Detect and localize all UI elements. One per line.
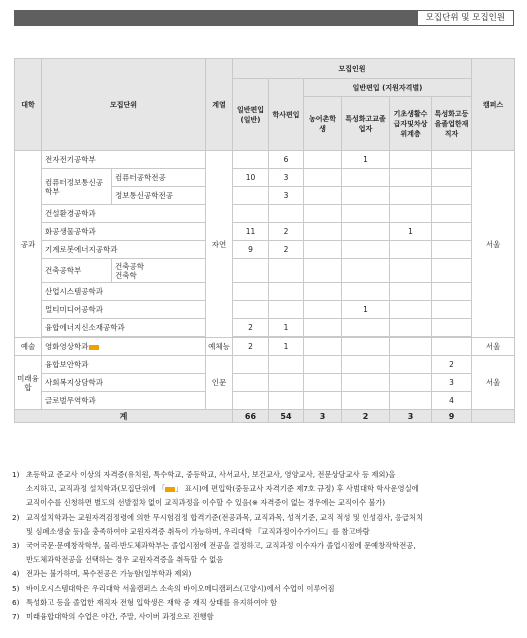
campus-eng: 서울 — [472, 151, 515, 338]
th-farm: 농어촌학생 — [304, 97, 342, 151]
unit-sec: 융합보안학과 — [42, 356, 206, 374]
unit-arch — [112, 259, 206, 283]
unit-cs: 컴퓨터공학전공 — [112, 169, 206, 187]
college-eng: 공과 — [15, 151, 42, 338]
unit-arch-dept: 건축공학부 — [42, 259, 112, 283]
section-title: 모집단위 및 모집인원 — [417, 10, 514, 26]
unit-ic: 정보통신공학전공 — [112, 187, 206, 205]
chem-basic: 1 — [390, 223, 432, 241]
field-nature: 자연 — [206, 151, 233, 338]
arch-name1: 건축공학 — [115, 261, 144, 271]
unit-mech: 기계로봇에너지공학과 — [42, 241, 206, 259]
th-basic-living: 기초생활수급자및차상위계층 — [390, 97, 432, 151]
th-general: 일반편입 (지원자격별) — [304, 79, 472, 97]
note-4: 4) 전과는 불가하며, 복수전공은 가능함(일부학과 제외) — [12, 569, 192, 579]
th-unit: 모집단위 — [42, 59, 206, 151]
unit-ee: 전자전기공학부 — [42, 151, 206, 169]
total-vocational: 2 — [342, 410, 390, 423]
th-recruit: 모집인원 — [233, 59, 472, 79]
sec-special: 2 — [432, 356, 472, 374]
film-general: 2 — [233, 338, 269, 356]
header-bar — [14, 10, 514, 26]
college-future: 미래융합 — [15, 356, 42, 410]
note-6: 6) 특성화고 등을 졸업한 재직자 전형 입학생은 재학 중 재직 상태를 유지하여야 함 — [12, 597, 278, 607]
total-general: 66 — [233, 410, 269, 423]
cs-bachelor: 3 — [269, 169, 304, 187]
unit-welfare: 사회복지상담학과 — [42, 374, 206, 392]
total-label: 계 — [15, 410, 233, 423]
unit-chem: 화공생물공학과 — [42, 223, 206, 241]
total-basic: 3 — [390, 410, 432, 423]
mech-general: 9 — [233, 241, 269, 259]
college-arts: 예술 — [15, 338, 42, 356]
th-general-transfer: 일반편입(일반) — [233, 79, 269, 151]
recruitment-table — [14, 58, 515, 423]
unit-civil: 건설환경공학과 — [42, 205, 206, 223]
field-arts: 예체능 — [206, 338, 233, 356]
cs-general: 10 — [233, 169, 269, 187]
note-7: 7) 미래융합대학의 수업은 야간, 주말, 사이버 과정으로 진행함 — [12, 612, 214, 622]
ee-vocational: 1 — [342, 151, 390, 169]
notes — [12, 468, 517, 624]
unit-global: 글로벌무역학과 — [42, 392, 206, 410]
unit-film: 영화영상학과 — [42, 338, 206, 356]
th-field: 계열 — [206, 59, 233, 151]
total-bachelor: 54 — [269, 410, 304, 423]
chem-general: 11 — [233, 223, 269, 241]
film-bachelor: 1 — [269, 338, 304, 356]
th-vocational: 특성화고교졸업자 — [342, 97, 390, 151]
campus-future: 서울 — [472, 356, 515, 410]
unit-cie-dept: 컴퓨터정보통신공학부 — [42, 169, 112, 205]
ee-bachelor: 6 — [269, 151, 304, 169]
mm-vocational: 1 — [342, 301, 390, 319]
global-special: 4 — [432, 392, 472, 410]
arch-name2: 건축학 — [115, 270, 137, 280]
unit-conv: 융합에너지신소재공학과 — [42, 319, 206, 337]
welfare-special: 3 — [432, 374, 472, 392]
unit-ind: 산업시스템공학과 — [42, 283, 206, 301]
conv-general: 2 — [233, 319, 269, 337]
teaching-course-icon — [165, 487, 175, 492]
field-humanities: 인문 — [206, 356, 233, 410]
teaching-course-icon — [89, 345, 99, 350]
th-bachelor: 학사편입 — [269, 79, 304, 151]
note-3: 3) 국어국문·문예창작학부, 물리·반도체과학부는 졸업시점에 전공을 결정하고, 교직과정 이수자가 졸업시점에 문예창작학전공, 반도체과학전공을 선택하는 경우 교원자격증을 취득할 수 없음 — [12, 541, 416, 565]
conv-bachelor: 1 — [269, 319, 304, 337]
th-university: 대학 — [15, 59, 42, 151]
campus-arts: 서울 — [472, 338, 515, 356]
total-farm: 3 — [304, 410, 342, 423]
th-special-worker: 특성화고등을졸업한재직자 — [432, 97, 472, 151]
ic-bachelor: 3 — [269, 187, 304, 205]
total-special: 9 — [432, 410, 472, 423]
unit-mm: 멀티미디어공학과 — [42, 301, 206, 319]
chem-bachelor: 2 — [269, 223, 304, 241]
note-5: 5) 바이오시스템대학은 우리대학 서울캠퍼스 소속의 바이오메디캠퍼스(고양시)에서 수업이 이루어짐 — [12, 583, 335, 593]
note-2: 2) 교직설치학과는 교원자격검정령에 의한 무시험검정 합격기준(전공과목, 교직과목, 성적기준, 교직 적성 및 인성검사, 응급처치 및 심폐소생술 등)을 충족하여야 교원자격증 취득이 가능하며, 우리대학 『교직과정이수가이드』를 참고바람 — [12, 512, 424, 536]
mech-bachelor: 2 — [269, 241, 304, 259]
th-campus: 캠퍼스 — [472, 59, 515, 151]
note-1: 1) 초등학교 준교사 이상의 자격증(유치원, 특수학교, 중등학교, 사서교사, 보건교사, 영양교사, 전문상담교사 등 제외)을 소지하고, 교직과정 설치학과(모집단위에 「 」 표시)에 편입학(중등교사 자격기준 제7호 규정) 후 사범대학 학사운영실에 교직이수를 신청하면 별도의 선발절차 없이 교직과정을 이수할 수 있음(※ 자격증이 없는 경우에는 교직이수 불가) — [12, 470, 419, 508]
